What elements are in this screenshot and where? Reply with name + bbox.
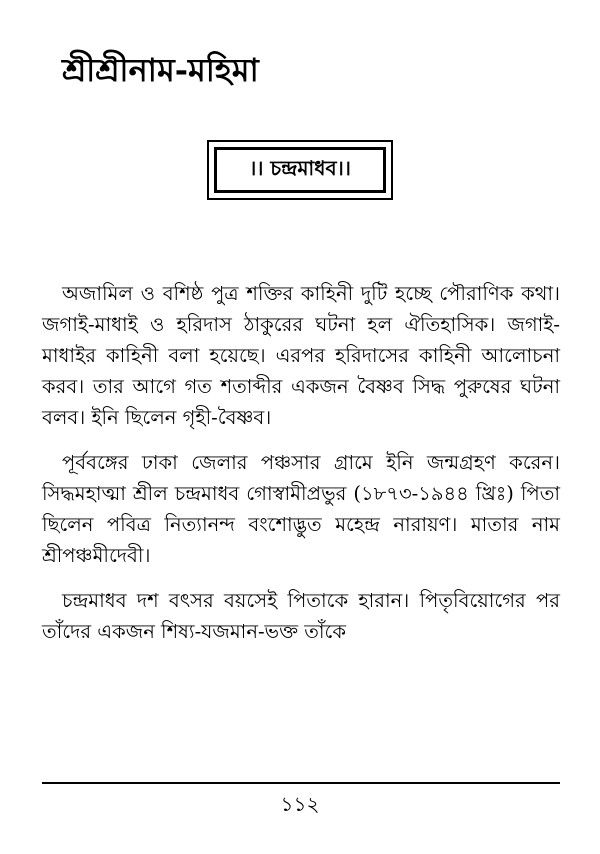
paragraph-1: অজামিল ও বশিষ্ঠ পুত্র শক্তির কাহিনী দুটি হচ্ছে পৌরাণিক কথা। জগাই-মাধাই ও হরিদাস ঠাকুরের ঘটনা হল ঐতিহাসিক। জগাই-মাধাইর কাহিনী বলা হয়েছে। এরপর হরিদাসের কাহিনী আলোচনা করব। তার আগে গত শতাব্দীর একজন বৈষ্ণব সিদ্ধ পুরুষের ঘটনা বলব। ইনি ছিলেন গৃহী-বৈষ্ণব। <box>42 282 560 429</box>
page-number: ১১২ <box>280 792 320 816</box>
body-text <box>42 278 560 647</box>
footer-rule <box>42 782 560 784</box>
chapter-title-frame <box>207 140 393 200</box>
paragraph-3: চন্দ্রমাধব দশ বৎসর বয়সেই পিতাকে হারান। পিতৃবিয়োগের পর তাঁদের একজন শিষ্য-যজমান-ভক্ত তাঁকে <box>42 589 560 643</box>
paragraph-2: পূর্ববঙ্গের ঢাকা জেলার পঞ্চসার গ্রামে ইনি জন্মগ্রহণ করেন। সিদ্ধমহাত্মা শ্রীল চন্দ্রমাধব গোস্বামীপ্রভুর (১৮৭৩-১৯৪৪ খ্রিঃ) পিতা ছিলেন পবিত্র নিত্যানন্দ বংশোদ্ভুত মহেন্দ্র নারায়ণ। মাতার নাম শ্রীপঞ্চমীদেবী। <box>42 451 560 567</box>
running-header-title: শ্রীশ্রীনাম-মহিমা <box>62 51 259 89</box>
chapter-title: ।। চন্দ্রমাধব।। <box>214 147 386 193</box>
